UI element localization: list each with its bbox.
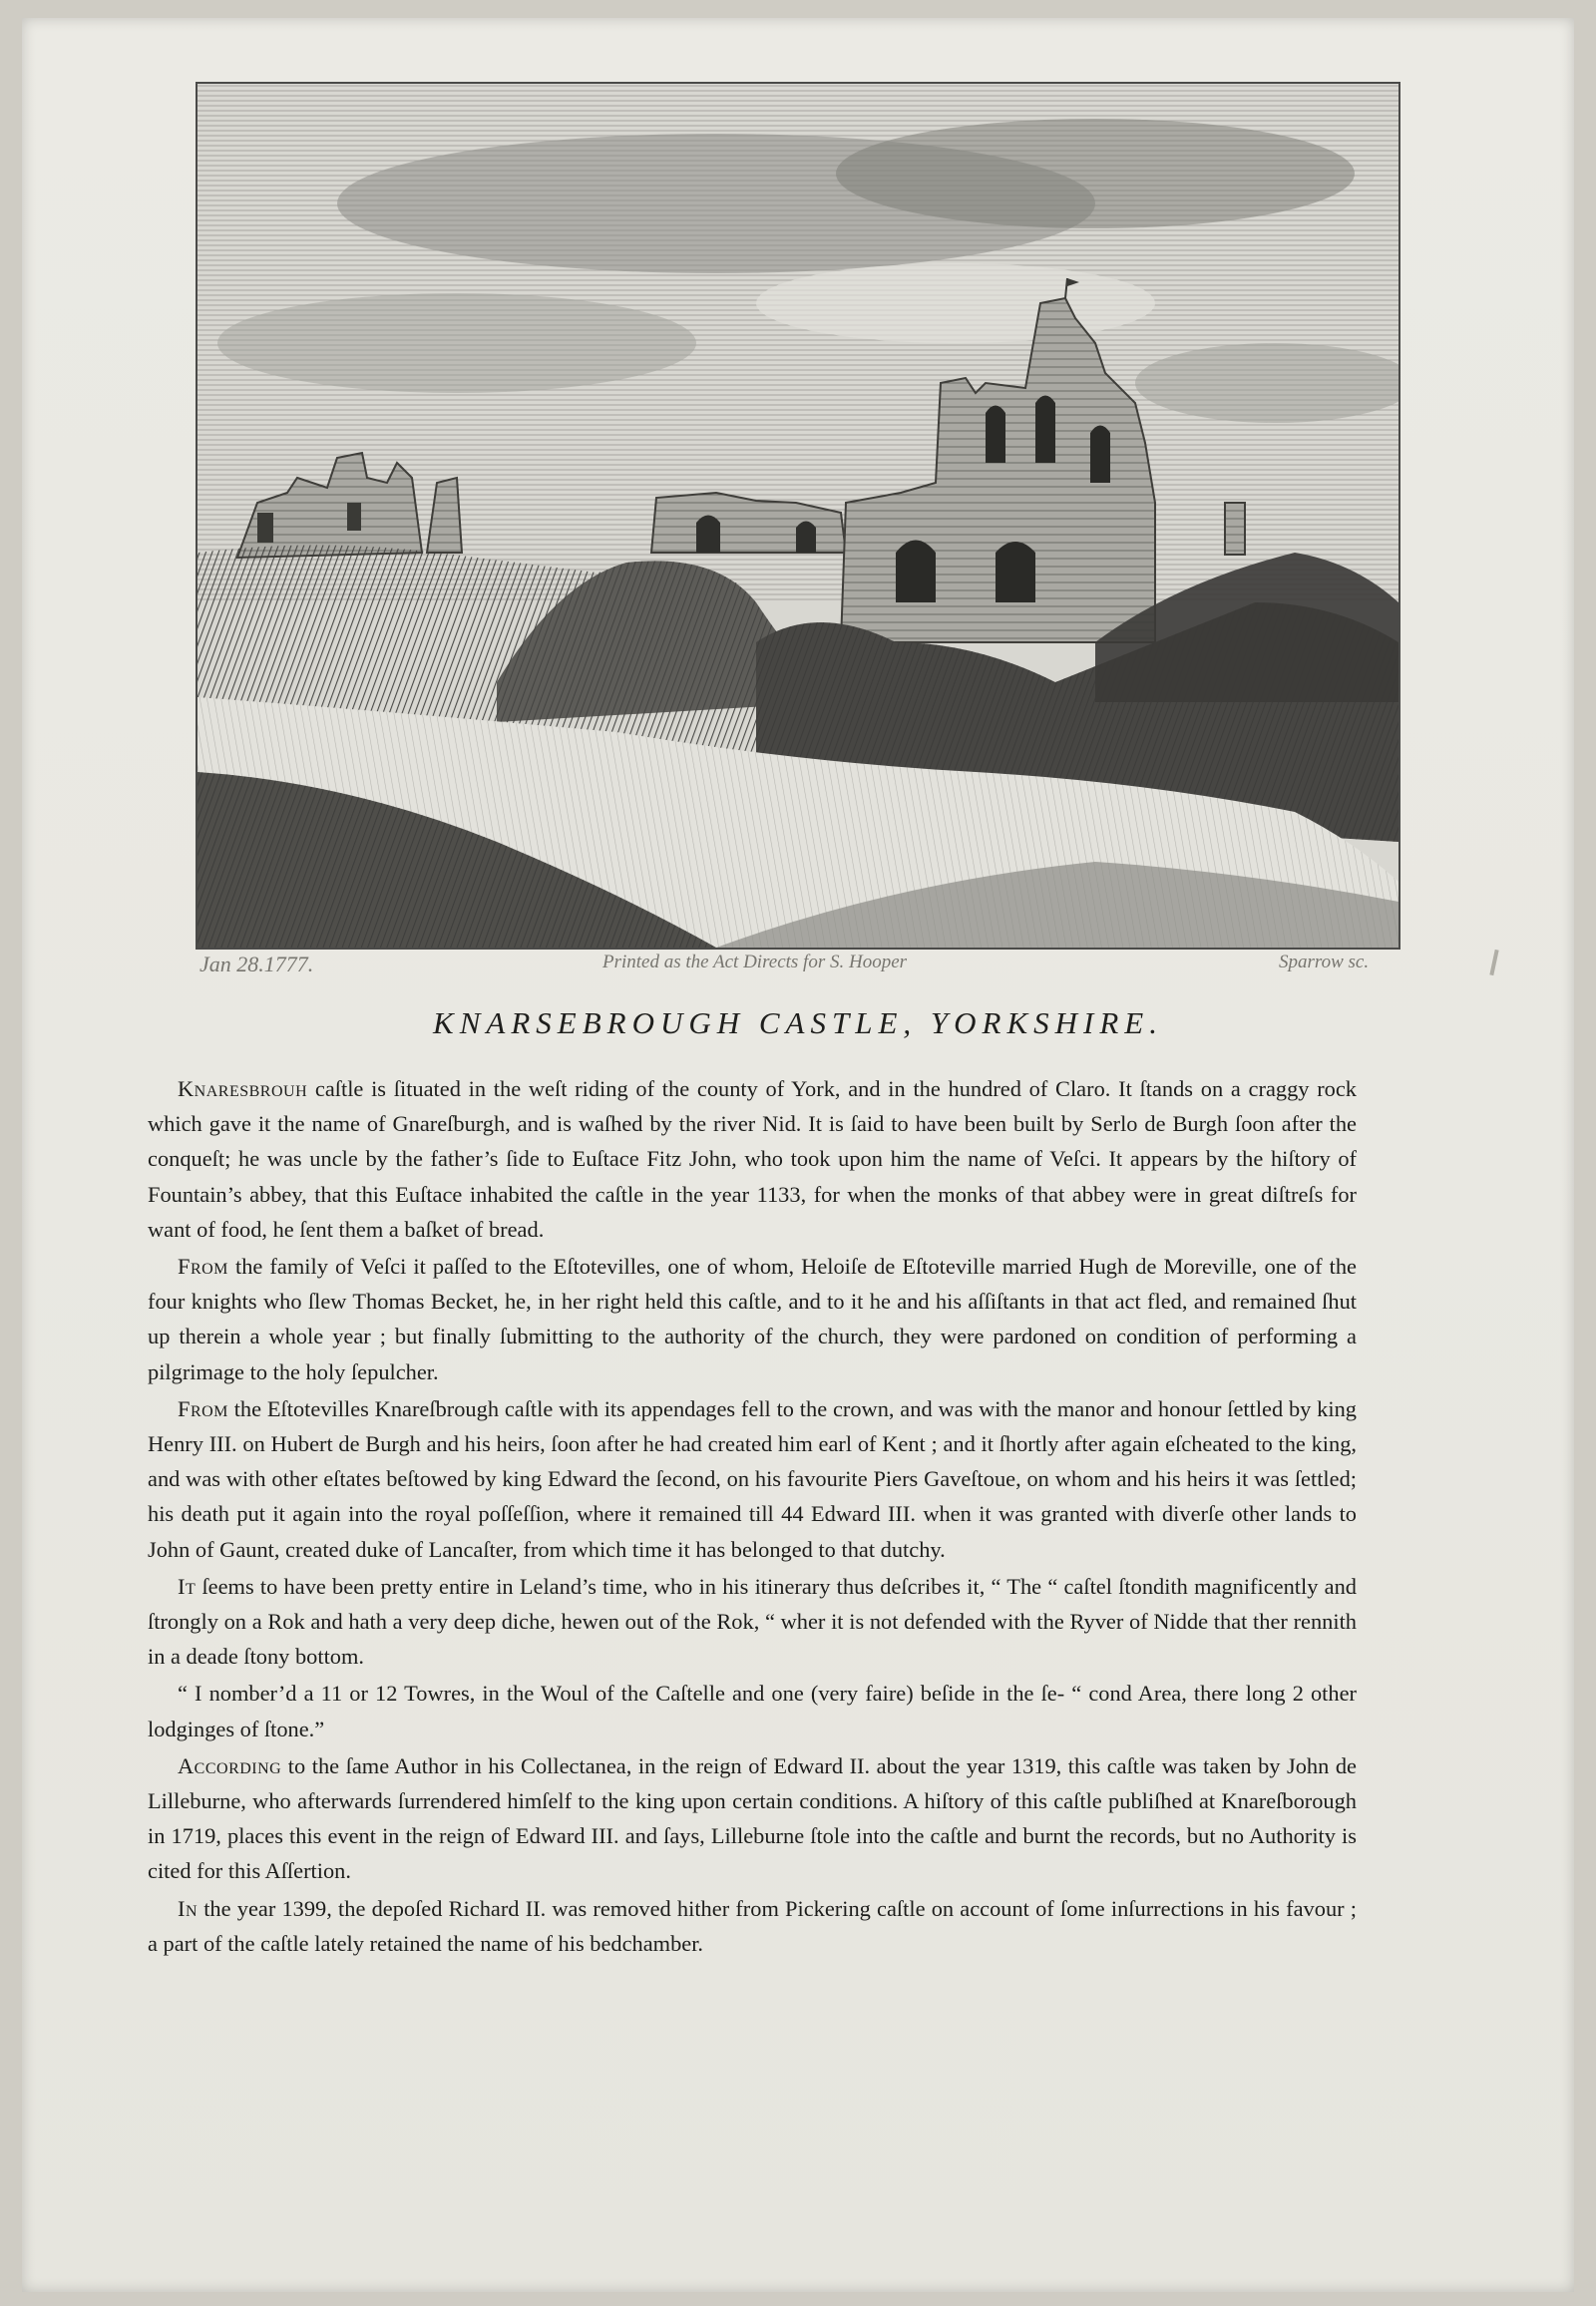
- paragraph-3: [148, 1391, 1357, 1567]
- paragraph-lead: According: [178, 1752, 282, 1778]
- paragraph-lead: From: [178, 1254, 228, 1280]
- paragraph-lead: It: [178, 1573, 197, 1599]
- engraving-illustration: [196, 82, 1400, 950]
- paragraph-5: [148, 1676, 1357, 1745]
- paragraph-1: [148, 1071, 1357, 1247]
- page-title: KNARSEBROUGH CASTLE, YORKSHIRE.: [433, 1005, 1163, 1040]
- paragraph-text: to the ſame Author in his Collectanea, in the reign of Edward II. about the year 1319, this caſtle was taken by John de Lilleburne, who afterwards ſurrendered himſelf to the king upon certain conditions. A hiſtory of this caſtle publiſhed at Knareſborough in 1719, places this event in the reign of Edward III. and ſays, Lilleburne ſtole into the caſtle and burnt the records, but no Authority is cited for this Aſſertion.: [148, 1752, 1357, 1884]
- paragraph-text: the Eſtotevilles Knareſbrough caſtle with its appendages fell to the crown, and was with the manor and honour ſettled by king Henry III. on Hubert de Burgh and his heirs, ſoon after he had created him earl of Kent ; and it ſhortly after again eſcheated to the king, and was with other eſtates beſtowed by king Edward the ſecond, on his favourite Piers Gaveſtoue, on whom and his heirs it was ſettled; his death put it again into the royal poſſeſſion, where it remained till 44 Edward III. when it was granted with diverſe other lands to John of Gaunt, created duke of Lancaſter, from which time it has belonged to that dutchy.: [148, 1395, 1357, 1562]
- paragraph-text: ſeems to have been pretty entire in Leland’s time, who in his itinerary thus deſcribes it, “ The “ caſtel ſtondith magnificently and ſtrongly on a Rok and hath a very deep diche, hewen out of the Rok, “ wher it is not defended with the Ryver of Nidde that ther rennith in a deade ſtony bottom.: [148, 1573, 1357, 1670]
- paragraph-text: “ I nomber’d a 11 or 12 Towres, in the Woul of the Caſtelle and one (very faire) beſide in the ſe- “ cond Area, there long 2 other lodginges of ſtone.”: [148, 1681, 1357, 1741]
- paragraph-7: [148, 1891, 1357, 1961]
- imprint-date: Jan 28.1777.: [200, 952, 314, 976]
- paragraph-4: [148, 1569, 1357, 1675]
- paragraph-lead: Knaresbrouh: [178, 1076, 308, 1101]
- paragraph-2: [148, 1249, 1357, 1389]
- imprint-publisher: Printed as the Act Directs for S. Hooper: [602, 952, 908, 972]
- paragraph-lead: In: [178, 1895, 199, 1921]
- paragraph-text: the family of Veſci it paſſed to the Eſtotevilles, one of whom, Heloiſe de Eſtoteville married Hugh de Moreville, one of the four knights who ſlew Thomas Becket, he, in her right held this caſtle, and to it he and his aſſiſtants in that act fled, and remained ſhut up therein a whole year ; but finally ſubmitting to the authority of the church, they were pardoned on condition of performing a pilgrimage to the holy ſepulcher.: [148, 1254, 1357, 1384]
- imprint-engraver: Sparrow sc.: [1279, 952, 1370, 972]
- paragraph-6: [148, 1748, 1357, 1889]
- castle-ruins-engraving: [198, 84, 1398, 948]
- paragraph-text: caſtle is ſituated in the weſt riding of the county of York, and in the hundred of Claro. It ſtands on a craggy rock which gave it the name of Gnareſburgh, and is waſhed by the river Nid. It is ſaid to have been built by Serlo de Burgh ſoon after the conqueſt; he was uncle by the father’s ſide to Euſtace Fitz John, who took upon him the name of Veſci. It appears by the hiſtory of Fountain’s abbey, that this Euſtace inhabited the caſtle in the year 1133, for when the monks of that abbey were in great diſtreſs for want of food, he ſent them a baſket of bread.: [148, 1076, 1357, 1242]
- article-body: [148, 1071, 1357, 1963]
- paragraph-lead: From: [178, 1395, 228, 1421]
- paragraph-text: the year 1399, the depoſed Richard II. was removed hither from Pickering caſtle on account of ſome inſurrections in his favour ; a part of the caſtle lately retained the name of his bedchamber.: [148, 1895, 1357, 1956]
